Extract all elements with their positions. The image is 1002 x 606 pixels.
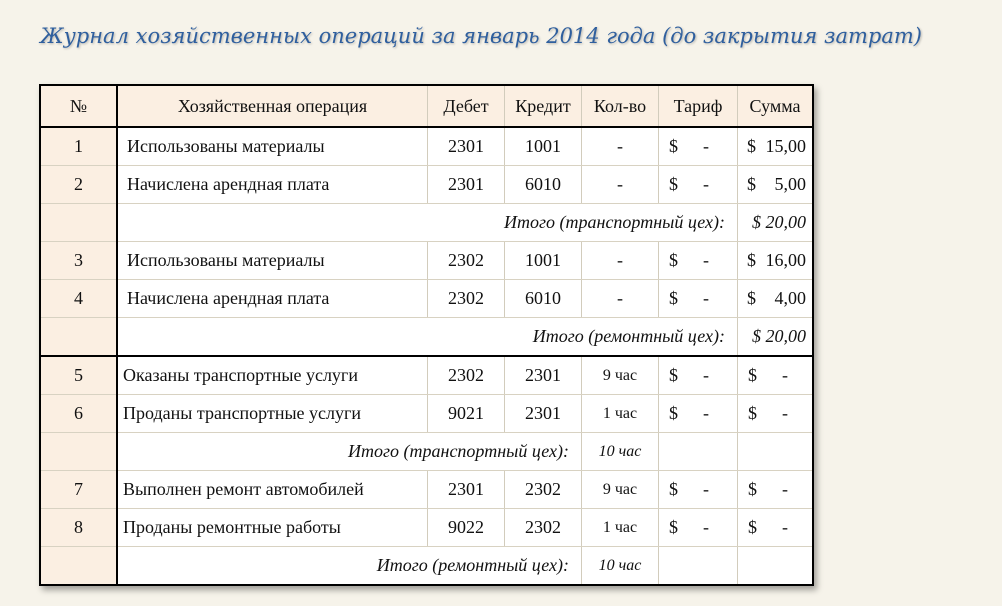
row-operation: Проданы транспортные услуги [117, 395, 428, 433]
table-row [40, 280, 813, 318]
header-qty: Кол-во [582, 85, 659, 127]
row-tariff [659, 395, 738, 433]
row-debit: 2302 [428, 280, 505, 318]
row-qty: 1 час [582, 509, 659, 547]
journal-table [39, 84, 814, 586]
tariff-currency: $ [669, 136, 678, 156]
row-debit: 2301 [428, 127, 505, 166]
row-operation: Использованы материалы [117, 127, 428, 166]
row-qty: - [582, 242, 659, 280]
row-credit: 6010 [505, 166, 582, 204]
tariff-value: - [703, 365, 709, 385]
row-no: 8 [40, 509, 117, 547]
tariff-currency: $ [669, 517, 678, 537]
table-row [40, 127, 813, 166]
row-qty: 9 час [582, 356, 659, 395]
sum-value: 16,00 [765, 250, 806, 270]
header-row [40, 85, 813, 127]
row-tariff [659, 471, 738, 509]
row-operation: Оказаны транспортные услуги [117, 356, 428, 395]
row-sum [738, 395, 814, 433]
row-credit: 6010 [505, 280, 582, 318]
row-debit: 2301 [428, 166, 505, 204]
sum-currency: $ [748, 479, 757, 499]
total-value: $ 20,00 [738, 204, 814, 242]
row-no-empty [40, 318, 117, 357]
row-qty: - [582, 166, 659, 204]
journal-table-wrapper [39, 84, 814, 586]
row-operation: Использованы материалы [117, 242, 428, 280]
total-row [40, 547, 813, 586]
tariff-currency: $ [669, 479, 678, 499]
row-tariff [659, 242, 738, 280]
sum-value: 5,00 [774, 174, 806, 194]
empty-cell [738, 433, 814, 471]
sum-currency: $ [748, 403, 757, 423]
total-value: 10 час [582, 547, 659, 586]
row-sum [738, 242, 814, 280]
row-no: 1 [40, 127, 117, 166]
row-operation: Начислена арендная плата [117, 280, 428, 318]
row-tariff [659, 509, 738, 547]
row-sum [738, 127, 814, 166]
total-label: Итого (ремонтный цех): [117, 547, 582, 586]
row-no-empty [40, 547, 117, 586]
row-sum [738, 471, 814, 509]
total-label: Итого (ремонтный цех): [117, 318, 738, 357]
header-debit: Дебет [428, 85, 505, 127]
row-no: 5 [40, 356, 117, 395]
row-debit: 2302 [428, 242, 505, 280]
row-sum [738, 356, 814, 395]
sum-value: - [782, 365, 788, 385]
table-row [40, 356, 813, 395]
sum-currency: $ [747, 136, 756, 156]
sum-currency: $ [747, 250, 756, 270]
row-sum [738, 166, 814, 204]
header-credit: Кредит [505, 85, 582, 127]
row-qty: 9 час [582, 471, 659, 509]
tariff-currency: $ [669, 250, 678, 270]
header-no: № [40, 85, 117, 127]
row-no: 3 [40, 242, 117, 280]
row-credit: 1001 [505, 242, 582, 280]
row-no: 4 [40, 280, 117, 318]
header-tariff: Тариф [659, 85, 738, 127]
tariff-value: - [703, 517, 709, 537]
sum-value: - [782, 517, 788, 537]
total-row [40, 433, 813, 471]
tariff-value: - [703, 288, 709, 308]
total-value: 10 час [582, 433, 659, 471]
header-operation: Хозяйственная операция [117, 85, 428, 127]
sum-value: - [782, 403, 788, 423]
tariff-currency: $ [669, 174, 678, 194]
sum-currency: $ [748, 365, 757, 385]
row-credit: 2301 [505, 395, 582, 433]
empty-cell [659, 547, 738, 586]
tariff-currency: $ [669, 365, 678, 385]
sum-currency: $ [748, 517, 757, 537]
row-no-empty [40, 204, 117, 242]
tariff-value: - [703, 174, 709, 194]
row-sum [738, 280, 814, 318]
total-row [40, 204, 813, 242]
row-qty: - [582, 127, 659, 166]
row-qty: - [582, 280, 659, 318]
row-no: 2 [40, 166, 117, 204]
row-sum [738, 509, 814, 547]
header-sum: Сумма [738, 85, 814, 127]
row-credit: 2301 [505, 356, 582, 395]
total-label: Итого (транспортный цех): [117, 433, 582, 471]
tariff-currency: $ [669, 288, 678, 308]
row-debit: 2302 [428, 356, 505, 395]
tariff-currency: $ [669, 403, 678, 423]
total-row [40, 318, 813, 357]
row-credit: 2302 [505, 509, 582, 547]
row-debit: 9022 [428, 509, 505, 547]
row-credit: 2302 [505, 471, 582, 509]
row-credit: 1001 [505, 127, 582, 166]
row-tariff [659, 127, 738, 166]
table-row [40, 471, 813, 509]
page-title: Журнал хозяйственных операций за январь 2014 года (до закрытия затрат) [40, 24, 922, 48]
tariff-value: - [703, 403, 709, 423]
tariff-value: - [703, 250, 709, 270]
row-operation: Начислена арендная плата [117, 166, 428, 204]
table-row [40, 166, 813, 204]
row-qty: 1 час [582, 395, 659, 433]
row-debit: 9021 [428, 395, 505, 433]
sum-currency: $ [747, 288, 756, 308]
row-no: 6 [40, 395, 117, 433]
total-label: Итого (транспортный цех): [117, 204, 738, 242]
table-row [40, 509, 813, 547]
sum-value: 15,00 [765, 136, 806, 156]
row-tariff [659, 166, 738, 204]
row-operation: Выполнен ремонт автомобилей [117, 471, 428, 509]
empty-cell [659, 433, 738, 471]
row-tariff [659, 356, 738, 395]
row-tariff [659, 280, 738, 318]
total-value: $ 20,00 [738, 318, 814, 357]
row-operation: Проданы ремонтные работы [117, 509, 428, 547]
tariff-value: - [703, 479, 709, 499]
tariff-value: - [703, 136, 709, 156]
table-row [40, 242, 813, 280]
row-no-empty [40, 433, 117, 471]
sum-value: 4,00 [774, 288, 806, 308]
row-debit: 2301 [428, 471, 505, 509]
row-no: 7 [40, 471, 117, 509]
sum-value: - [782, 479, 788, 499]
sum-currency: $ [747, 174, 756, 194]
table-row [40, 395, 813, 433]
empty-cell [738, 547, 814, 586]
